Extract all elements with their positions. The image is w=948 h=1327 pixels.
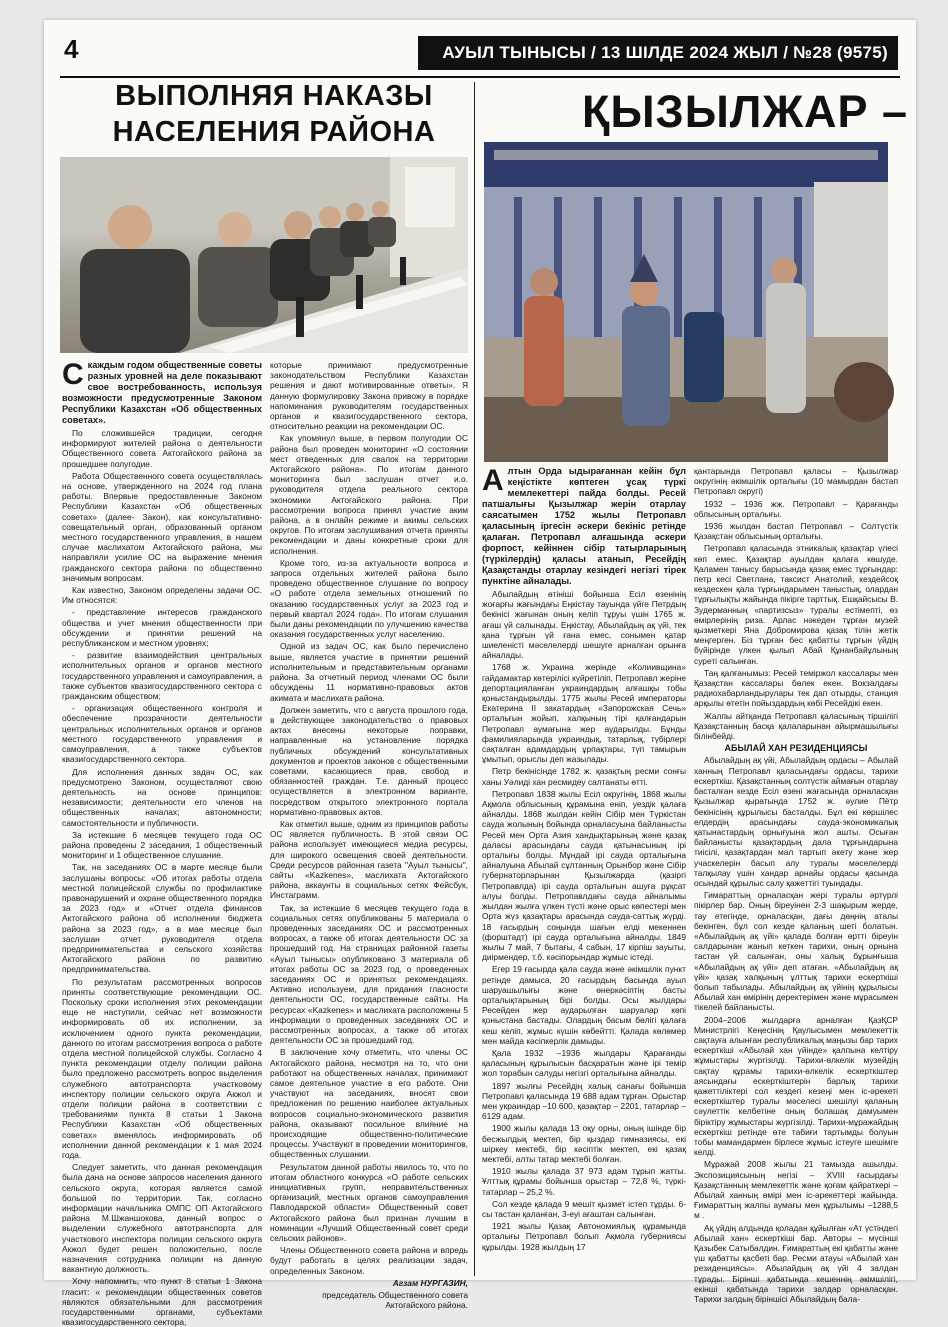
author-signature: Агзам НУРГАЗИН, bbox=[392, 1277, 468, 1288]
abylai-residence-photo bbox=[484, 142, 888, 462]
article-kz-dropcap: А bbox=[482, 464, 504, 497]
author-title: председатель Общественного совета Актогайского района. bbox=[322, 1290, 468, 1311]
article-kz-title: ҚЫЗЫЛЖАР – bbox=[582, 86, 909, 137]
paragraph: Как упомянул выше, в первом полугодии ОС района был проведен мониторинг «О состоянии мест отведенных для свалок на территории Актогайского района». По итогам данного мониторинга был заслушан отчет и.о. руководителя отдела реального сектора экономики Актогайского района. При рассмотрении вопроса принял участие аким района, а в онлайн режиме и акимы сельских округов. По итогам заслушивания отчета приняты рекомендации и даны конкретные сроки для исполнения. bbox=[270, 433, 468, 556]
paragraph: Так, на заседаниях ОС в марте месяце были заслушаны вопросы: «Об итогах работы отдела местной полицейской службы по профилактике правонарушений и охране общественного порядка за 2023 год» и «Отчет отдела финансов Актогайского района об исполнении бюджета района за 2023 год», а в мае месяце был заслушан отчет руководителя отдела предпринимательства и сельского хозяйства Актогайского района по развитию предпринимательства. bbox=[62, 862, 262, 975]
article-ru-title-line1: ВЫПОЛНЯЯ НАКАЗЫ bbox=[115, 80, 433, 112]
article-ru-title-line2: НАСЕЛЕНИЯ РАЙОНА bbox=[112, 116, 436, 148]
paragraph: 1910 жылы қалада 37 973 адам тұрып жатты. Ұлттық құрамы бойынша орыстар – 72,8 %, түркі-татарлар – 25,2 %. bbox=[482, 1166, 686, 1197]
paragraph: - организация общественного контроля и обеспечение прозрачности деятельности центральных исполнительных органов и органов местного государственного управления и самоуправления, а также субъектов квазигосударственного сектора. bbox=[62, 703, 262, 765]
paragraph: В заключение хочу отметить, что члены ОС Актогайского района, несмотря на то, что они работают на общественных началах, принимают самое деятельное участие в его работе. Они участвуют на заседаниях, вносят свои предложения по решению наиболее актуальных вопросов социально-экономического развития района, оказывают посильное влияние на происходящие общественно-политические процессы. Участвуют в проведении мониторингов, общественных слушании. bbox=[270, 1047, 468, 1160]
paragraph: Как отметил выше, одним из принципов работы ОС является публичность. В этой связи ОС района использует имеющиеся медиа ресурсы, для широкого освещения своей деятельности. Среди ресурсов районная газета "Ауыл тынысы", сайты «Kazkenes», маслихата Актогайского района, аккаунты в социальных сетях Фейсбук, Инстаграмм. bbox=[270, 818, 468, 901]
paragraph: Так, за истекшие 6 месяцев текущего года в социальных сетях опубликованы 5 материала о проведенных заседаниях ОС и рассмотренных вопросах, а также об итогах деятельности ОС за прошедший год. На страницах районной газеты «Ауыл тынысы» опубликовано 3 материала об итогах работы ОС за 2023 год, о проведенных заседаниях ОС и принятых рекомендациях. Активно используем, для придания гласности деятельности ОС, государственные сайты. На ресурсах «Kazkenes» и маслихата расположены 5 информации о проведенных заседаниях ОС и рассмотренных вопросах, а также об итогах деятельности ОС за прошедший год. bbox=[270, 902, 468, 1046]
paragraph: Мұражай 2008 жылы 21 тамызда ашылды. Экспозициясының негізі – XVIII ғасырдағы Қазақстанның мемлекеттік және қоғам қайраткері – Абылай ханның өмірі мен іс-әрекеттері жайында. Ғимараттың жалпы аумағы мен құрылымы –1288,5 м . bbox=[694, 1159, 898, 1221]
paragraph: 1921 жылы Қазақ Автономиялық құрамында орталығы Петропавл болып Ақмола губерниясы құрылды. 1928 жылдың 17 bbox=[482, 1221, 686, 1252]
paragraph: Петропавл 1838 жылы Есіл округінің, 1868 жылы Ақмола облысының құрамына еніп, уездік қалаға айналды. 1868 жылдан кейін Сібір мен Түркістан сауда жолының бойында орналасуына байланысты Ресей мен Орта Азия хандықтарының және қазақ даласы арасындағы сауда қатынасының ірі орталығы болды. Мұндай ірі сауда орталығына айналуына Абылай сұлтанның Орынбор және Сібір губернаторларынан Қызылжарда (қазіргі Петропавлда) ірі сауда орталығын ашуға рұқсат алуы болды. Петропавлдағы сауда айналымы жылдан жылға үлкен түсті және орыс көпестері мен Орта жүз қазақтары арасында сауда-саттық жүрді. 18 ғасырдың соңында шағын елді мекеннен (форштадт) ірі сауда орталығына айналды. 1849 жылы 7 май, 7 бытағы, 4 сабын, 17 кірпіш зауыты, диірмендер, т.б. кәсіпорындар жұмыс істеді. bbox=[482, 788, 686, 963]
article-kz-subheading: АБЫЛАЙ ХАН РЕЗИДЕНЦИЯСЫ bbox=[724, 743, 868, 754]
paragraph: Гимараттың орналасқан жері туралы әртүрлі пікірлер бар. Оның біреуінен 2-3 шақырым жерде, тау етегінде, орналасқан, дағы дөңнің аталы бекінген, бұл сол кезде қаланың шеті болатын. «Абылайдың ақ үйі» қалада болған өртті біреуін салдарынан жанып кеткен тарихи, оның орнына тастан үй салынған, оны халық бұрынғыша «Абылайдың ақ үйі» деп атаған. «Абылайдың ақ үйі» қазақ халқының ұлттық тарихи ескерткіші болып табылады. Абылайдың ақ үйінің құрылысы Абылай хан өмірінің деректерімен және мұрасымен тікелей байланысты. bbox=[694, 890, 898, 1013]
paragraph: 1900 жылы қалада 13 оқу орны, оның ішінде бір бесжылдық мектеп, бір қыздар гимназиясы, екі шіркеу мектебі, бір кәсіптік мектеп, екі қазақ мектебі, алты татар мектебі болған. bbox=[482, 1123, 686, 1164]
paragraph: По сложившейся традиции, сегодня информируют жителей района о деятельности Общественного совета Актогайского района за прошедшее полугодие. bbox=[62, 428, 262, 469]
paragraph: 1768 ж. Украина жерінде «Колиивщина» гайдамактар көтерілісі күйретіліп, Петропавл жеріне депортацияланған украиндардың алғашқы тобы қоныстандырылды. 1775 жылы Ресей императоры Екатерина ІІ закатардың «Запорожская Сечь» ортальғын жойып, халқының тірі қалғандарын Петропавл аумағына жер аударылды. Бұнды фамилияларында украиндық, татарлық, түбірлері сақталған адамдардың ұрпақтары, түп тамырын ұмытып, орыслы деп жазылады. bbox=[482, 662, 686, 765]
paragraph: Следует заметить, что данная рекомендация была дана на основе запросов населения данного сельского округа, которая является самой большой по территории. Так, согласно информации начальника ОМПС ОП Актогайского района М.Шжаншокова, данный вопрос о выделении служебного автотранспорта для участкового инспектора полиции сельского округа Акжол будет решен положительно, после назначения сотрудника полиции на данную вакантную должность. bbox=[62, 1162, 262, 1275]
paragraph: Петропавл қаласында этникалық қазақтар үлесі көп емес. Қазақтар ауылдан қалаға көшуде. Қаламен танысу барысында қазақ емес тұрғындар: петр кесі Светлана, таксист Анатолий, кездейсоқ кездескен қала тұрғындарымен таныстық, олардан тұрғылықты жайында пікірге тарттық. Ешқайсысы В. Зудерманның «партизсыз» туралы естімепті, өз өмірлерінің ризa. Арлас нәкеден тұрған музей қызметкері Яна Добромирова қазақ тілін жетік меңгерген. Біз тұрған бес қабатты тұрғын үйдің бүйірінде үлкен қылып Абай Құнанбайұлының суреті салынған. bbox=[694, 543, 898, 666]
paragraph: Ақ үйдің алдында қоладан құйылған «Ат үстіндегі Абылай хан» ескерткіші бар. Авторы – мүсінші Қазыбек Сатыбалдин. Ғимараттың екі қабатты және үш қабатты қасбеті бар. Ресми атауы «Абылай хан резиденциясы». Абылайдың ақ үйі 4 залдан тұрады. Бірінші қабатында кешеннің әкімшілігі, екінші қабатында тарихи залдар орналасқан. Тарихи залдың біріншісі Абылайдың бала- bbox=[694, 1222, 898, 1305]
paragraph: - представление интересов гражданского общества и учет мнения общественности при обсуждении и принятии решений на республиканском и местном уровнях; bbox=[62, 607, 262, 649]
article-ru-column-1 bbox=[62, 358, 262, 1327]
paragraph: Жалпы айтқанда Петропавл қаласының тіршілігі Қазақстанның басқа қалаларынан айырмашылығы білінбейді. bbox=[694, 710, 898, 742]
paragraph: Сол кезде қалада 9 мешіт қызмет істеп тұрды. 6-сы тастан қаланған, 3-еуі ағаштан салынған. bbox=[482, 1198, 686, 1219]
paragraph: Как известно, Законом определены задачи ОС. Им относятся: bbox=[62, 585, 262, 606]
paragraph: 1932 – 1936 жж. Петропавл – Қарағанды облысының орталығы. bbox=[694, 498, 898, 519]
paragraph: Для исполнения данных задач ОС, как предусмотрено Законом, осуществляют свою деятельность на основе принципов: независимости; деятельности его членов на общественных началах; автономности; самостоятельности и публичности. bbox=[62, 766, 262, 828]
paragraph: Петр бекінісінде 1782 ж. қазақтың ресми сонғы ханы Уәлиді хан ресмидеу салтанаты өтті. bbox=[482, 766, 686, 787]
paragraph: 1936 жылдан бастап Петропавл – Солтүстік Қазақстан облысының орталығы. bbox=[694, 521, 898, 542]
article-kz-lead: Алтын Орда ыдырағаннан кейін бұл кеңістікте көптеген ұсақ түркі мемлекеттері пайда болды. Ресей патшалығы Қызылжар жерін отарлау саясатымен 1752 жылы Петропавл қаласының іргесін әскери бекініс ретінде қалаған. Петропавл алғашында әскери форпост, кейіннен сібір татырларының (түркілердің) қаласы атанып, Ресейдің Қазақстанды отарлау кезіндегі негізгі тірек пунктіне айналады. bbox=[482, 464, 686, 586]
article-ru-dropcap: С bbox=[62, 358, 84, 391]
paragraph: Одной из задач ОС, как было перечислено выше, является участие в принятии решений исполнительным и представительным органами района. За отчетный период членами ОС были обсуждены 11 нормативно-правовых актов акимата и маслихата района. bbox=[270, 641, 468, 703]
issue-header-bar bbox=[418, 36, 898, 70]
article-kz-column-1 bbox=[482, 466, 686, 1278]
paragraph: 1897 жылғы Ресейдің халық санағы бойынша Петропавл қаласында 19 688 адам тұрған. Орыстар мен украиндар –10 600, қазақтар – 2201, татарлар – 6129 адам. bbox=[482, 1080, 686, 1122]
paragraph: Результатом данной работы явилось то, что по итогам областного конкурса «О работе сельских инициативных групп, неправительственных организаций, местных органов самоуправления Павлодарской области» Общественный совет Актогайского района был признан лучшим в номинации «Лучший Общественный совет среди сельских районов». bbox=[270, 1161, 468, 1244]
paragraph: Хочу напомнить, что пункт 8 статьи 1 Закона гласит: « рекомендации общественных советов являются обязательными для рассмотрения государственными органами, субъектами квазигосударственного сектора, bbox=[62, 1276, 262, 1327]
paragraph: Таң қалғанымыз: Ресей теміржол кассалары мен Қазақстан кассалары бөлек екен. Вокзалдағы радиохабарландырулары тек дап отырды, станция арқылы өтетін пойыздардың көбі Ресейдікі екен. bbox=[694, 667, 898, 709]
paragraph: 2004–2006 жылдарға арналған ҚазҚСР Министрлігі Кеңесінің Қаулысымен мемлекеттік сақтауға алынған республикалық маңызы бар тарих ескерткіші «Абылай хан үйінде» қалпына келтіру жұмыстары жүргізілді. Тарихи-өлкелік музейдің сақтау құрамы тарихи-өлкелік ескерткіштер аясындағы ескерткіштерін барлық тарихи қажеттіліктері сол кездегі кезеңі мен іс-әрекеті ескерткіштер туралы мәселесі шешілуі қаланың сәулеттік келбетіне оның болашақ дамуымен біріктіру жұмыстары жүргізілді. Тарихи-мұражайдың ескерткіш ретінде өте табиғи тартымды болуын тобы мамандармен бірлесе жұмыс істеуге шешімге келді. bbox=[694, 1014, 898, 1158]
paragraph: қантарында Петропавл қаласы – Қызылжар округінің әкімшілік орталығы (10 мамырдан бастап Петропавл округі) bbox=[694, 466, 898, 497]
paragraph: которые принимают предусмотренные законодательством Республики Казахстан решения и дают мотивированные ответы». Я данную формулировку Закона привожу в порядке напоминания руководителям государственных органов и квазигосударственного сектора, относительно реакции на рекомендации ОС. bbox=[270, 360, 468, 432]
article-ru-lead: Скаждым годом общественные советы разных уровней на деле показывают свое востребованность, используя возможности предусмотренные Законом Республики Казахстан «Об общественных советах». bbox=[62, 358, 262, 425]
paragraph: Кроме того, из-за актуальности вопроса и запроса отдельных жителей района было проведено общественное слушание по вопросу «О работе отдела земельных отношений по оказанию государственных услуг за 2023 год и первый квартал 2024 года». По итогам слушания были даны рекомендации по улучшению качества оказания государственных услуг населению. bbox=[270, 557, 468, 640]
issue-info: АУЫЛ ТЫНЫСЫ / 13 ШІЛДЕ 2024 ЖЫЛ / №28 (9575) bbox=[442, 43, 888, 62]
column-divider bbox=[474, 82, 475, 1276]
council-meeting-photo bbox=[60, 157, 468, 353]
paragraph: Работа Общественного совета осуществлялась на основе, утвержденного на 2024 год плана работы. Впервые предоставленные Законом Республики Казахстан «Об общественных советах» (далее- Закон), как консультативно-совещательный орган, образованный органом местного государственного управления, в нашем случае маслихатом Актогайского района, мы направляли усилие ОС на выражение мнения гражданского сектора района по общественно значимым вопросам. bbox=[62, 470, 262, 583]
paragraph: Члены Общественного совета района и впредь будут работать в целях реализации задач, определенных Законом. bbox=[270, 1245, 468, 1276]
article-ru-column-2 bbox=[270, 360, 468, 1311]
page-number: 4 bbox=[64, 34, 79, 64]
paragraph: Егер 19 ғасырда қала сауда және әкімшілік пункт ретінде дамыса, 20 ғасырдың басында ауыл шаруашылығы және өнеркәсіптің басты орталықтарының бірі болды. Осы жылдары Ресейден жер аударылған шаруалар көпі қоныстана бастады. Олардың басым бөлігі қалаға кеш келіп, жұмыс күшін көбейтті. Қалада көлөмер мен майда кәсіпкерлік дамыды. bbox=[482, 964, 686, 1046]
paragraph: Абылайдың ақ үйі, Абылайдың ордасы – Абылай ханның Петропавл қаласындағы ордасы, тарихи ескерткіш. Қазақстанның солтүстік аймағын отарлау басталған кезде Есіл өзені жағасында орналасқан Қызылжар қыратында 1752 ж. әулие Пётр бекінісінің құрылысы басталды. Бұл екі көршілес елдердің арасындағы сауда-экономикалық қатынастардың орнығуына жол ашты. Осыған байланысты қазақтардың дала тұрғындарына тиісілі, қазақтардан мал тартып әкету және жер учаскелерін басып алу туралы мәселелерді талқылау үшін хандар арнайы ордасы қасында осындай құрылыс салу қажеттігі туындады. bbox=[694, 755, 898, 888]
paragraph: Должен заметить, что с августа прошлого года, в действующее законодательство о правовых актах внесены некоторые поправки, направленные на установление порядка публичных обсуждений консультативных документов и проектов законов с общественными советами, касающиеся прав, свобод и обязанностей граждан. Т.е. данный процесс осуществляется в электронном варианте, посредством открытого электронного портала нормативно-правовых актов. bbox=[270, 704, 468, 817]
meeting-illustration bbox=[60, 157, 468, 353]
paragraph: За истекшие 6 месяцев текущего года ОС района проведены 2 заседания, 1 общественный мониторинг и 1 общественное слушание. bbox=[62, 829, 262, 861]
paragraph: Абылайдың өтініші бойынша Есіл өзенінің жоғарғы жағындағы Еңкістау тауында үйге Петрдың бекінісі жағынан оның келіп тұруы үшін 1765 ж. ағаш үй салынады. Еңкістау, Абылайдың ақ үйі, тек қана тұрғын үй ғана емес, сонымен қатар шиеленісті мәселелерді шешуге арналған орынға айналады. bbox=[482, 589, 686, 661]
paragraph: По результатам рассмотренных вопросов приняты соответствующие рекомендации ОС. Поскольку сроки исполнения этих рекомендации еще не наступили, сейчас нет возможности информировать об их исполнении, за исключением одного пункта рекомендации, данного по итогам рассмотрения вопроса о работе отдела местной полицейской службы. Согласно 4 пункта рекомендации отделу полиции района было предложено рассмотреть вопрос выделения служебного автотранспорта участковому инспектору полиции сельского округа Акжол и отдели полиции района в соответствии с требованиями пункта 8 статьи 1 Закона Республики Казахстан «Об общественных советах» вменялось информировать об исполнении данной рекомендации к 1 мая 2024 года. bbox=[62, 976, 262, 1161]
paragraph: - развитие взаимодействия центральных исполнительных органов и органов местного государственного управления и самоуправления, а также субъектов квазигосударственного сектора с гражданским обществом; bbox=[62, 650, 262, 702]
article-kz-column-2 bbox=[694, 466, 898, 1305]
newspaper-page bbox=[44, 20, 916, 1327]
residence-illustration bbox=[484, 142, 888, 462]
paragraph: Қала 1932 –1936 жылдары Қарағанды қаласының құрылысын басқаратын және ірі темір жол торабын салуды негізгі орталығына айналды. bbox=[482, 1047, 686, 1079]
article-ru-title bbox=[104, 78, 444, 150]
